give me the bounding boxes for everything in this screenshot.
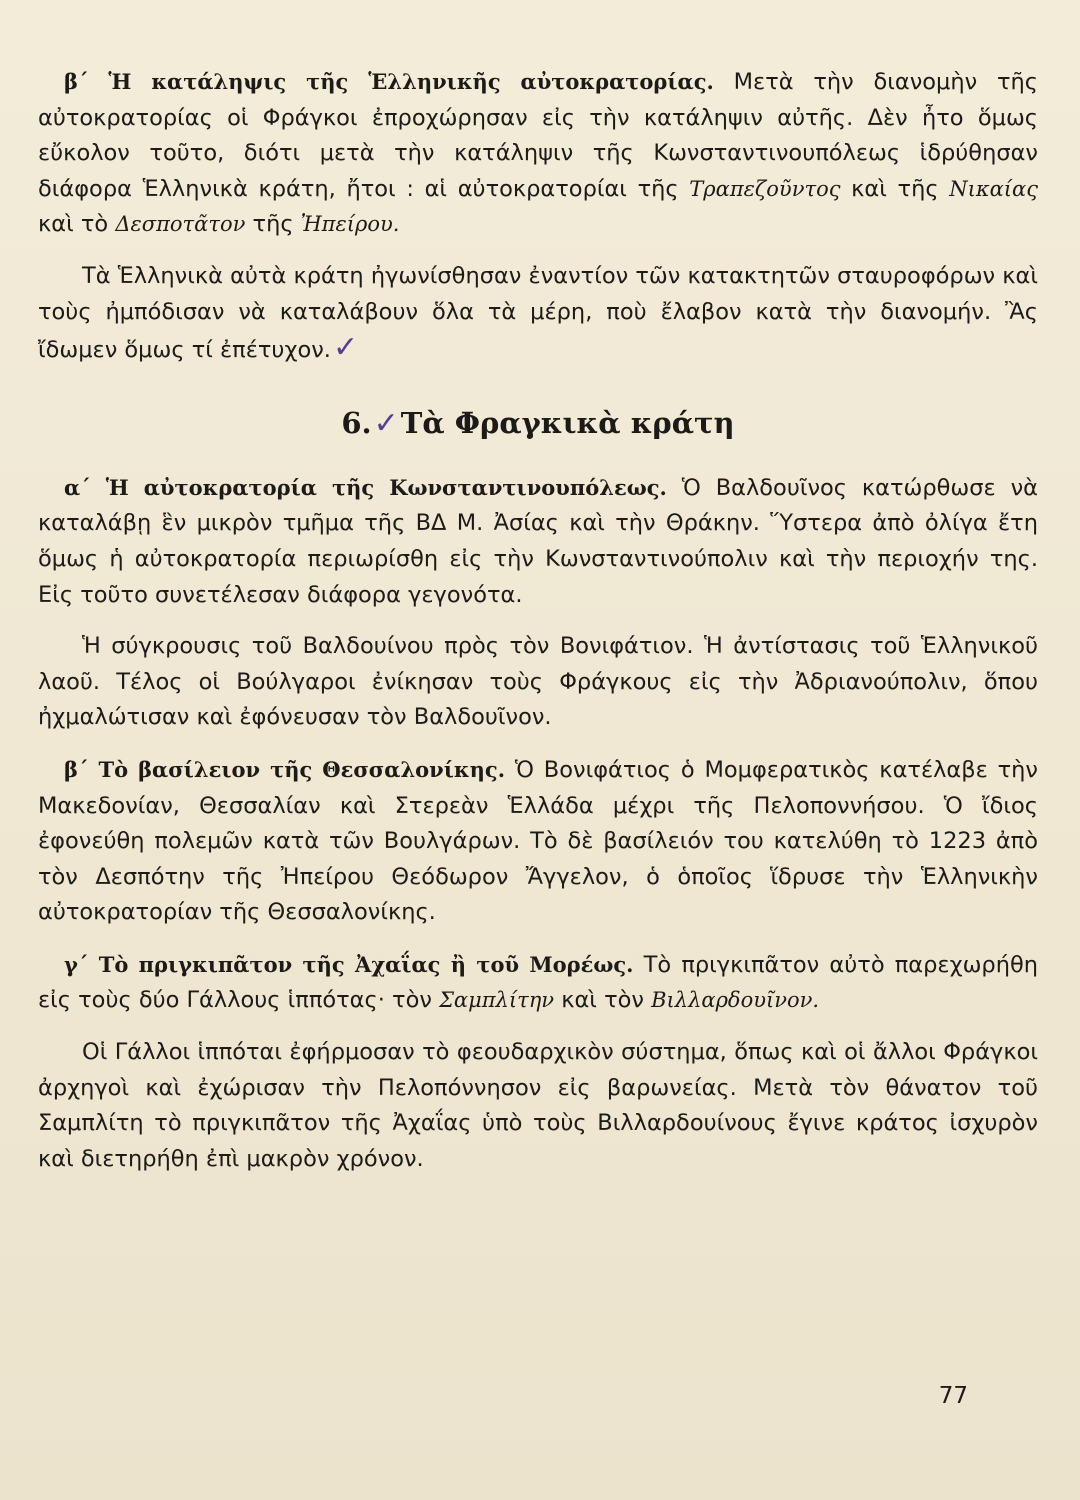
italic-epirus: Ἠπείρου. [300,212,400,237]
chapter-number: 6. [341,405,372,440]
text: Μετὰ τὴν διανομὴν τῆς αὐτοκρατορίας οἱ Φράγκοι ἐπροχώρησαν εἰς τὴν κατάληψιν αὐτῆς. Δὲν ἦτο ὅμως εὔκολον τοῦτο, διότι μετὰ τὴν κατάληψιν τῆς Κωνσταντινουπόλεως ἱδρύθησαν διάφορα Ἑλληνικὰ κράτη, ἤτοι : αἱ αὐτοκρατορίαι τῆς [38,69,1038,202]
text: Ἡ σύγκρουσις τοῦ Βαλδουίνου πρὸς τὸν Βονιφάτιον. Ἡ ἀντίστασις τοῦ Ἑλληνικοῦ λαοῦ. Τέλος οἱ Βούλγαροι ἐνίκησαν τοὺς Φράγκους εἰς τὴν Ἀδριανούπολιν, ὅπου ἠχμαλώτισαν καὶ ἐφόνευσαν τὸν Βαλδουῖνον. [38,633,1038,731]
paragraph-greek-states [38,259,1038,369]
chapter-title: Τὰ Φραγκικὰ κράτη [400,405,735,440]
italic-samplitis: Σαμπλίτην [439,988,555,1013]
text: Τὰ Ἑλληνικὰ αὐτὰ κράτη ἠγωνίσθησαν ἐναντίον τῶν κατακτητῶν σταυροφόρων καὶ τοὺς ἠμπόδισαν νὰ καταλάβουν ὅλα τὰ μέρη, ποὺ ἔλαβον κατὰ τὴν διανομήν. Ἂς ἴδωμεν ὅμως τί ἐπέτυχον. [38,262,1038,364]
text: καὶ τὸ [38,211,116,238]
page-body [38,64,1038,1177]
chapter-heading [38,403,1038,444]
text: καὶ τῆς [840,175,950,202]
italic-despotate: Δεσποτᾶτον [115,212,246,237]
section-heading-thessaloniki: β΄ Τὸ βασίλειον τῆς Θεσσαλονίκης. [64,756,506,782]
italic-villehardouin: Βιλλαρδουῖνον. [651,988,820,1013]
checkmark-icon: ✓ [373,405,399,441]
paragraph-achaea [38,947,1038,1019]
paragraph-baldwin [38,629,1038,736]
checkmark-icon: ✓ [332,330,359,366]
paragraph-feudal-system [38,1035,1038,1177]
text: Ὁ Βαλδουῖνος κατώρθωσε νὰ καταλάβῃ ἓν μικρὸν τμῆμα τῆς ΒΔ Μ. Ἀσίας καὶ τὴν Θράκην. Ὕστερα ἀπὸ ὀλίγα ἔτη ὅμως ἡ αὐτοκρατορία περιωρίσθη εἰς τὴν Κωνσταντινούπολιν καὶ τὴν περιοχήν της. Εἰς τοῦτο συνετέλεσαν διάφορα γεγονότα. [38,474,1038,608]
section-heading-b: β΄ Ἡ κατάληψις τῆς Ἑλληνικῆς αὐτοκρατορίας. [64,69,714,94]
paragraph-occupation [38,64,1038,243]
text: Οἱ Γάλλοι ἱππόται ἐφήρμοσαν τὸ φεουδαρχικὸν σύστημα, ὅπως καὶ οἱ ἄλλοι Φράγκοι ἀρχηγοὶ καὶ ἐχώρισαν τὴν Πελοπόννησον εἰς βαρωνείας. Μετὰ τὸν θάνατον τοῦ Σαμπλίτη τὸ πριγκιπᾶτον τῆς Ἀχαΐας ὑπὸ τοὺς Βιλλαρδουίνους ἔγινε κράτος ἰσχυρὸν καὶ διετηρήθη ἐπὶ μακρὸν χρόνον. [38,1039,1038,1172]
text: καὶ τὸν [554,987,652,1014]
page-number: 77 [938,1383,968,1409]
text: τῆς [245,211,301,238]
paragraph-constantinople [38,470,1038,613]
italic-nicaea: Νικαίας [949,176,1038,201]
text: Ὁ Βονιφάτιος ὁ Μομφερατικὸς κατέλαβε τὴν Μακεδονίαν, Θεσσαλίαν καὶ Στερεὰν Ἑλλάδα μέχρι τῆς Πελοποννήσου. Ὁ ἴδιος ἐφονεύθη πολεμῶν κατὰ τῶν Βουλγάρων. Τὸ δὲ βασίλειόν του κατελύθη τὸ 1223 ἀπὸ τὸν Δεσπότην τῆς Ἠπείρου Θεόδωρον Ἄγγελον, ὁ ὁποῖος ἵδρυσε τὴν Ἑλληνικὴν αὐτοκρατορίαν τῆς Θεσσαλονίκης. [38,756,1038,926]
text: Τὸ πριγκιπᾶτον αὐτὸ παρεχωρήθη εἰς τοὺς δύο Γάλλους ἱππότας· τὸν [38,951,1038,1014]
section-heading-a: α΄ Ἡ αὐτοκρατορία τῆς Κωνσταντινουπόλεως. [64,474,667,500]
paragraph-thessaloniki [38,752,1038,931]
italic-trebizond: Τραπεζοῦντος [689,176,841,201]
section-heading-achaea: γ΄ Τὸ πριγκιπᾶτον τῆς Ἀχαΐας ἢ τοῦ Μορέως. [64,951,634,977]
